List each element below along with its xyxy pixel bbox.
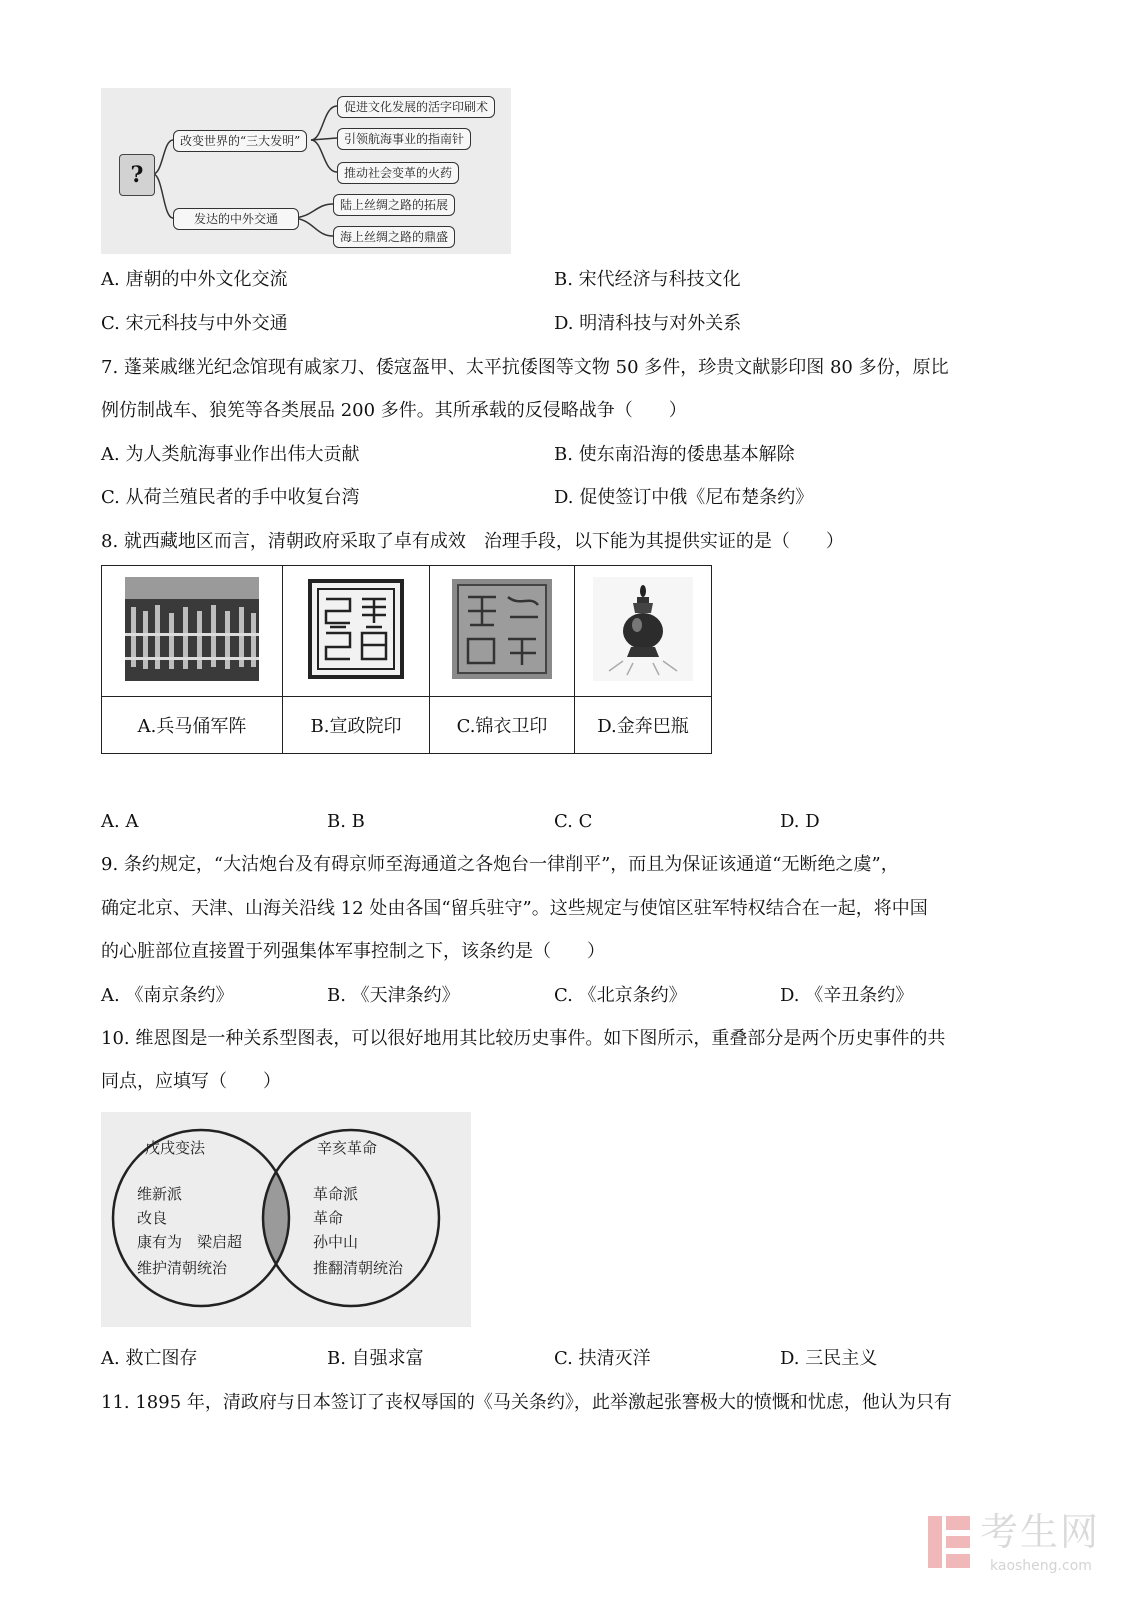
- q9-option-a[interactable]: A. 《南京条约》: [101, 985, 234, 1006]
- venn-left-item: 维护清朝统治: [137, 1259, 228, 1277]
- q10-option-d[interactable]: D. 三民主义: [780, 1348, 878, 1369]
- venn-diagram: [101, 1112, 471, 1327]
- terracotta-army-image: [125, 577, 259, 681]
- q8-option-c[interactable]: C. C: [554, 811, 593, 832]
- q6-option-b[interactable]: B. 宋代经济与科技文化: [554, 269, 741, 290]
- q9-option-c[interactable]: C. 《北京条约》: [554, 985, 687, 1006]
- q7-option-d[interactable]: D. 促使签订中俄《尼布楚条约》: [554, 487, 814, 508]
- q8-image-table: [101, 565, 712, 754]
- q8-caption-c: C.锦衣卫印: [430, 697, 575, 754]
- q8-image-cell-b: [283, 566, 430, 697]
- q10-option-b[interactable]: B. 自强求富: [327, 1348, 424, 1369]
- q6-option-d[interactable]: D. 明清科技与对外关系: [554, 313, 742, 334]
- mindmap-branch-transport: 发达的中外交通: [173, 208, 299, 230]
- q8-caption-d: D.金奔巴瓶: [575, 697, 712, 754]
- q9-stem-line3: 的心脏部位直接置于列强集体军事控制之下，该条约是（ ）: [101, 941, 605, 962]
- venn-right-item: 推翻清朝统治: [313, 1259, 404, 1277]
- q7-option-a[interactable]: A. 为人类航海事业作出伟大贡献: [101, 444, 360, 465]
- q10-option-c[interactable]: C. 扶清灭洋: [554, 1348, 651, 1369]
- q9-stem-line2: 确定北京、天津、山海关沿线 12 处由各国“留兵驻守”。这些规定与使馆区驻军特权结合在一起，将中国: [101, 898, 928, 919]
- q7-stem-line1: 7. 蓬莱戚继光纪念馆现有戚家刀、倭寇盔甲、太平抗倭图等文物 50 多件，珍贵文献影印图 80 多份，原比: [101, 357, 949, 378]
- q10-stem-line2: 同点，应填写（ ）: [101, 1071, 281, 1092]
- mindmap-center-question: ?: [119, 154, 155, 196]
- q8-image-cell-c: [430, 566, 575, 697]
- watermark-brand: 考生网: [980, 1510, 1101, 1554]
- mindmap-branch-inventions: 改变世界的“三大发明”: [173, 130, 307, 152]
- watermark-url: kaosheng.com: [990, 1558, 1092, 1574]
- q7-option-c[interactable]: C. 从荷兰殖民者的手中收复台湾: [101, 487, 360, 508]
- q8-option-a[interactable]: A. A: [101, 811, 139, 832]
- xuanzheng-seal-image: [306, 577, 406, 681]
- golden-urn-image: [593, 577, 693, 681]
- venn-left-item: 维新派: [137, 1185, 183, 1203]
- q8-stem-line1: 8. 就西藏地区而言，清朝政府采取了卓有成效 治理手段，以下能为其提供实证的是（ ）: [101, 531, 844, 552]
- q7-stem-line2: 例仿制战车、狼筅等各类展品 200 多件。其所承载的反侵略战争（ ）: [101, 400, 687, 421]
- jinyiwei-seal-image: [450, 577, 554, 681]
- watermark-logo: [926, 1500, 1126, 1595]
- q10-option-a[interactable]: A. 救亡图存: [101, 1348, 198, 1369]
- kaosheng-logo-icon: [926, 1512, 972, 1572]
- q6-option-a[interactable]: A. 唐朝的中外文化交流: [101, 269, 288, 290]
- mindmap-leaf-compass: 引领航海事业的指南针: [337, 128, 471, 150]
- mindmap-leaf-printing: 促进文化发展的活字印刷术: [337, 96, 495, 118]
- venn-right-item: 革命派: [313, 1185, 359, 1203]
- venn-left-item: 改良: [137, 1209, 168, 1227]
- venn-left-title: 戊戌变法: [145, 1139, 206, 1157]
- q8-caption-a: A.兵马俑军阵: [102, 697, 283, 754]
- q6-option-c[interactable]: C. 宋元科技与中外交通: [101, 313, 288, 334]
- venn-right-item: 革命: [313, 1209, 344, 1227]
- q8-option-d[interactable]: D. D: [780, 811, 820, 832]
- q11-stem-line1: 11. 1895 年，清政府与日本签订了丧权辱国的《马关条约》，此举激起张謇极大的愤慨和忧虑，他认为只有: [101, 1392, 952, 1413]
- mindmap-leaf-sea-silk-road: 海上丝绸之路的鼎盛: [333, 226, 455, 248]
- mindmap-figure: [101, 88, 511, 254]
- q8-option-b[interactable]: B. B: [327, 811, 365, 832]
- venn-right-title: 辛亥革命: [317, 1139, 378, 1157]
- q8-image-cell-a: [102, 566, 283, 697]
- q10-stem-line1: 10. 维恩图是一种关系型图表，可以很好地用其比较历史事件。如下图所示，重叠部分是两个历史事件的共: [101, 1028, 946, 1049]
- q9-option-d[interactable]: D. 《辛丑条约》: [780, 985, 914, 1006]
- venn-left-item: 康有为 梁启超: [137, 1233, 243, 1251]
- venn-right-item: 孙中山: [313, 1233, 359, 1251]
- q8-caption-b: B.宣政院印: [283, 697, 430, 754]
- mindmap-leaf-land-silk-road: 陆上丝绸之路的拓展: [333, 194, 455, 216]
- q8-image-cell-d: [575, 566, 712, 697]
- q7-option-b[interactable]: B. 使东南沿海的倭患基本解除: [554, 444, 795, 465]
- q9-option-b[interactable]: B. 《天津条约》: [327, 985, 460, 1006]
- mindmap-leaf-gunpowder: 推动社会变革的火药: [337, 162, 459, 184]
- q9-stem-line1: 9. 条约规定，“大沽炮台及有碍京师至海通道之各炮台一律削平”，而且为保证该通道“无断绝之虞”，: [101, 854, 899, 875]
